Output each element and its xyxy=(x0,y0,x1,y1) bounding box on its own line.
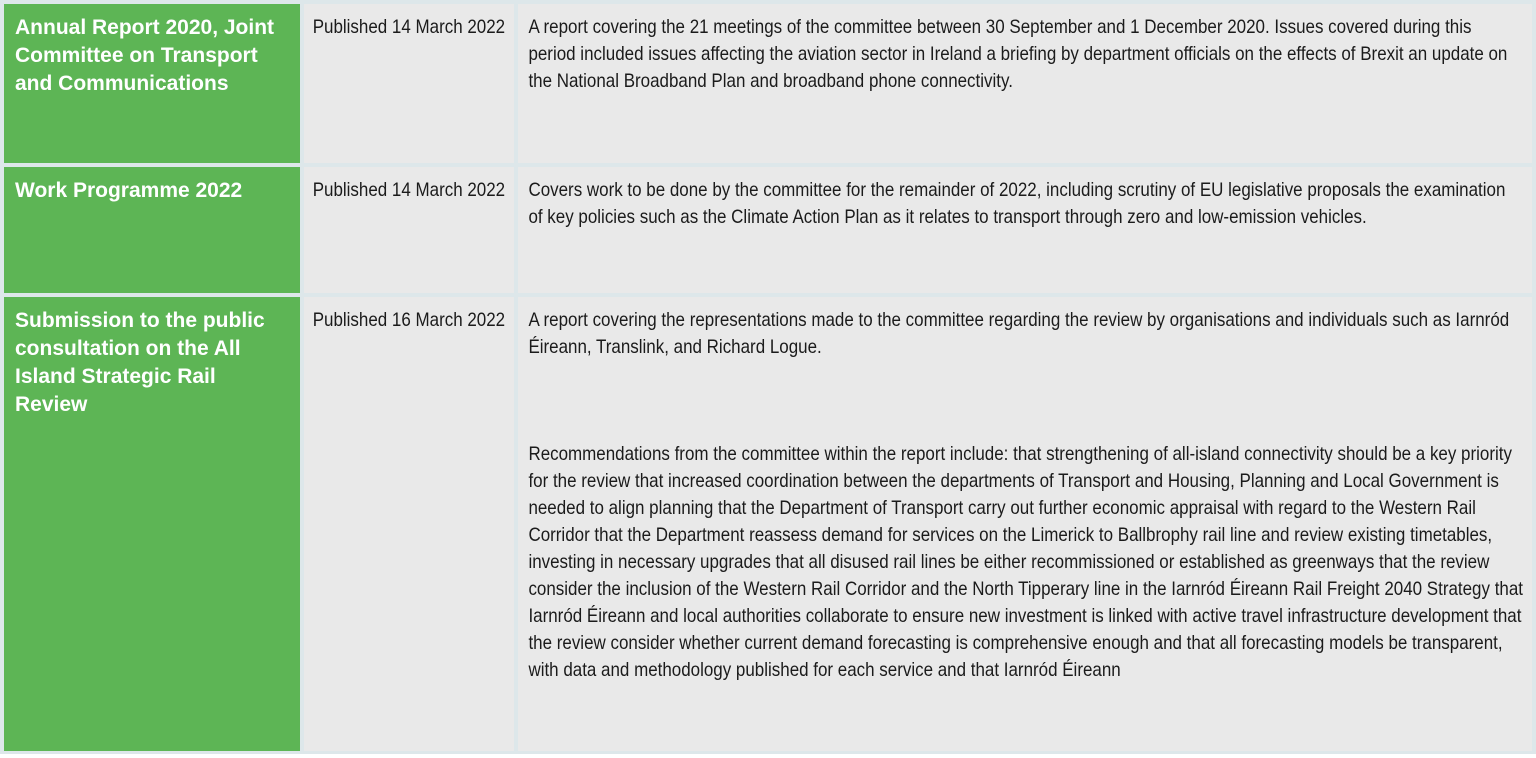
report-description-cell xyxy=(518,297,1532,751)
report-date-cell xyxy=(304,297,514,751)
report-published-date: Published 14 March 2022 xyxy=(304,167,514,204)
report-description-paragraph: A report covering the representations made to the committee regarding the review by organisations and individuals such as Iarnród Éireann, Translink, and Richard Logue. xyxy=(528,309,1510,358)
report-description xyxy=(518,167,1532,231)
report-description-cell xyxy=(518,167,1532,293)
report-description-cell xyxy=(518,4,1532,163)
report-published-date: Published 16 March 2022 xyxy=(304,297,514,334)
report-description-paragraph: A report covering the 21 meetings of the committee between 30 September and 1 December 2020. Issues covered during this period included issues affecting the aviation sector in Ireland a briefing by department officials on the effects of Brexit an update on the National Broadband Plan and broadband phone connectivity. xyxy=(528,16,1508,92)
report-description xyxy=(518,4,1532,95)
report-description-paragraph: Recommendations from the committee within the report include: that strengthening of all-island connectivity should be a key priority for the review that increased coordination between the departments of Transport and Housing, Planning and Local Government is needed to align planning that the Department of Transport carry out further economic appraisal with regard to the Western Rail Corridor that the Department reassess demand for services on the Limerick to Ballbrophy rail line and review existing timetables, investing in necessary upgrades that all disused rail lines be either recommissioned or established as greenways that the review consider the inclusion of the Western Rail Corridor and the North Tipperary line in the Iarnród Éireann Rail Freight 2040 Strategy that Iarnród Éireann and local authorities collaborate to ensure new investment is linked with active travel infrastructure development that the review consider whether current demand forecasting is comprehensive enough and that all forecasting models be transparent, with data and methodology published for each service and that Iarnród Éireann xyxy=(528,443,1523,681)
report-description-paragraph: Covers work to be done by the committee for the remainder of 2022, including scrutiny of EU legislative proposals the examination of key policies such as the Climate Action Plan as it relates to transport through zero and low-emission vehicles. xyxy=(528,179,1506,228)
report-date-cell xyxy=(304,4,514,163)
report-description xyxy=(518,297,1532,684)
report-title-rail-review-submission: Submission to the public consultation on the All Island Strategic Rail Review xyxy=(4,297,300,751)
report-title-work-programme-2022: Work Programme 2022 xyxy=(4,167,300,293)
table-bottom-edge xyxy=(0,754,1536,758)
report-date-cell xyxy=(304,167,514,293)
report-title-annual-report-2020: Annual Report 2020, Joint Committee on Transport and Communications xyxy=(4,4,300,163)
report-published-date: Published 14 March 2022 xyxy=(304,4,514,41)
